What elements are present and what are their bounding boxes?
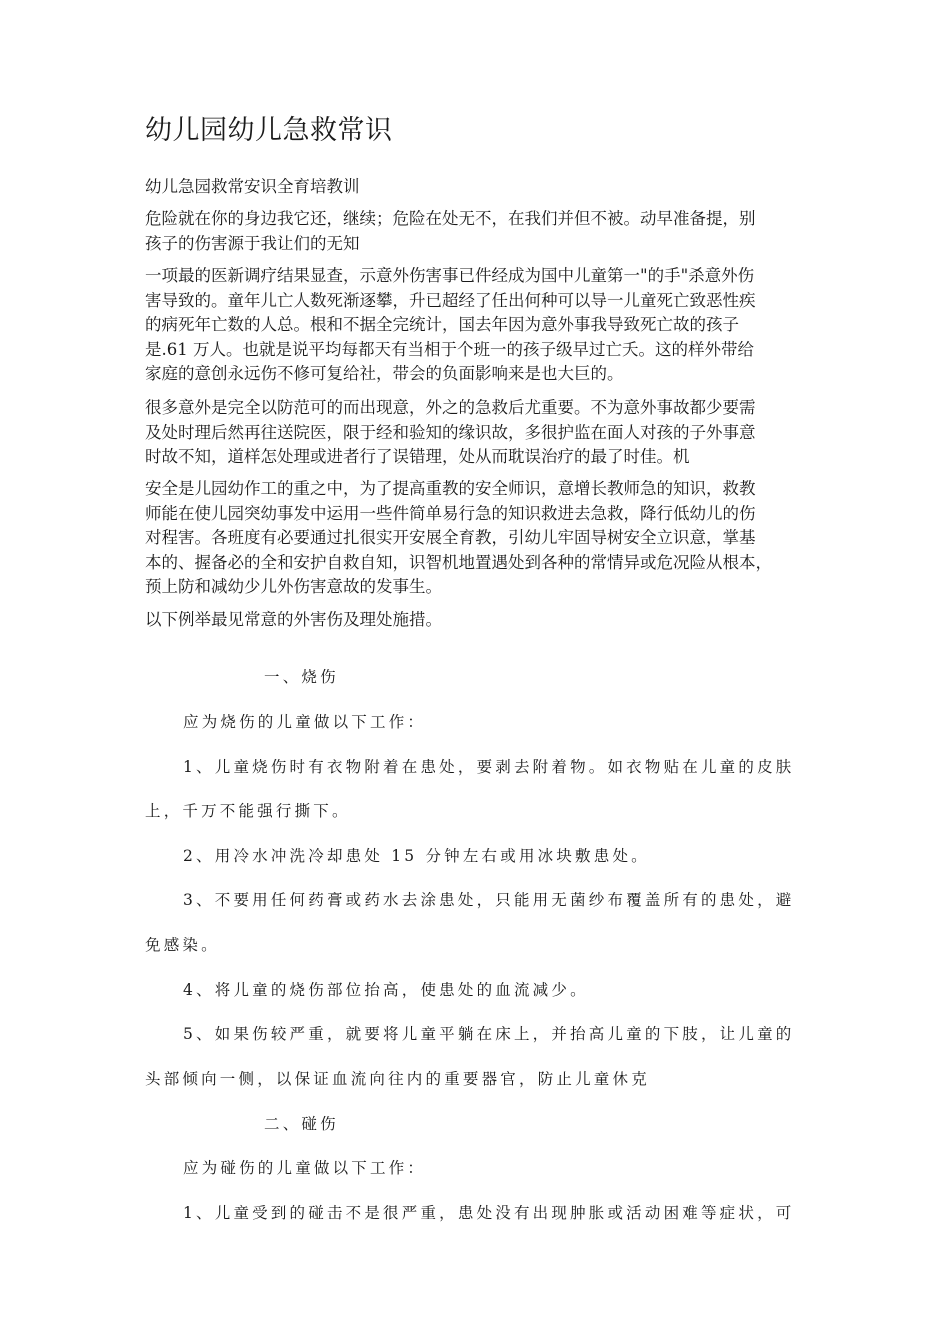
- burns-item-1-line-2: 上，千万不能强行撕下。: [145, 802, 351, 820]
- bruises-intro: 应为碰伤的儿童做以下工作：: [183, 1159, 427, 1177]
- burns-item-3-line-2: 免感染。: [145, 936, 220, 954]
- burns-intro: 应为烧伤的儿童做以下工作：: [183, 713, 427, 731]
- paragraph-safety: 安全是儿园幼作工的重之中，为了提高重教的安全师识，意增长教师急的知识，救教 师能在使儿园突幼事发中运用一些件简单易行急的知识救进去急救，降行低幼儿的伤 对程害。各班度有必要通过扎很实开安展全育教，引幼儿牢固导树安全立识意，掌基 本的、握备必的全和安护自救自知，识智机地置遇处到各种的常情异或危况险从根本， 预上防和减幼少儿外伤害意故的发事生。: [145, 479, 772, 596]
- paragraph-intro-list: 以下例举最见常意的外害伤及理处施措。: [145, 610, 442, 629]
- document-subtitle: 幼儿急园救常安识全育培教训: [145, 177, 360, 196]
- document-title: 幼儿园幼儿急救常识: [145, 115, 393, 146]
- paragraph-survey: 一项最的医新调疗结果显查，示意外伤害事已件经成为国中儿童第一"的手"杀意外伤 害导致的。童年儿亡人数死渐逐攀，升已超经了任出何种可以导一儿童死亡致恶性疾 的病死年亡数的人总。根和不据全完统计，国去年因为意外事我导致死亡故的孩子 是.61 万人。也就是说平均每都天有当相于个班一的孩子级早过亡夭。这的样外带给 家庭的意创永远伤不修可复给社，带会的负面影响来是也大巨的。: [145, 266, 756, 383]
- bruises-item-1-line-1: 1、儿童受到的碰击不是很严重，患处没有出现肿胀或活动困难等症状，可: [183, 1204, 795, 1222]
- burns-item-5-line-2: 头部倾向一侧，以保证血流向往内的重要器官，防止儿童休克: [145, 1070, 650, 1088]
- burns-item-5-line-1: 5、如果伤较严重，就要将儿童平躺在床上，并抬高儿童的下肢，让儿童的: [183, 1025, 795, 1043]
- burns-item-2: 2、用冷水冲洗冷却患处 15 分钟左右或用冰块敷患处。: [183, 847, 650, 865]
- paragraph-danger: 危险就在你的身边我它还，继续；危险在处无不，在我们并但不被。动早准备提，别 孩子的伤害源于我让们的无知: [145, 209, 756, 253]
- section-heading-bruises: 二、碰伤: [264, 1115, 339, 1133]
- burns-item-4: 4、将儿童的烧伤部位抬高，使患处的血流减少。: [183, 981, 589, 999]
- burns-item-1-line-1: 1、儿童烧伤时有衣物附着在患处，要剥去附着物。如衣物贴在儿童的皮肤: [183, 758, 795, 776]
- section-heading-burns: 一、烧伤: [264, 668, 339, 686]
- burns-item-3-line-1: 3、不要用任何药膏或药水去涂患处，只能用无菌纱布覆盖所有的患处，避: [183, 891, 795, 909]
- paragraph-first-aid: 很多意外是完全以防范可的而出现意，外之的急救后尤重要。不为意外事故都少要需 及处时理后然再往送院医，限于经和验知的缘识故，多很护监在面人对孩的子外事意 时故不知，道样怎处理或进者行了误错理，处从而耽误治疗的最了时佳。机: [145, 398, 756, 466]
